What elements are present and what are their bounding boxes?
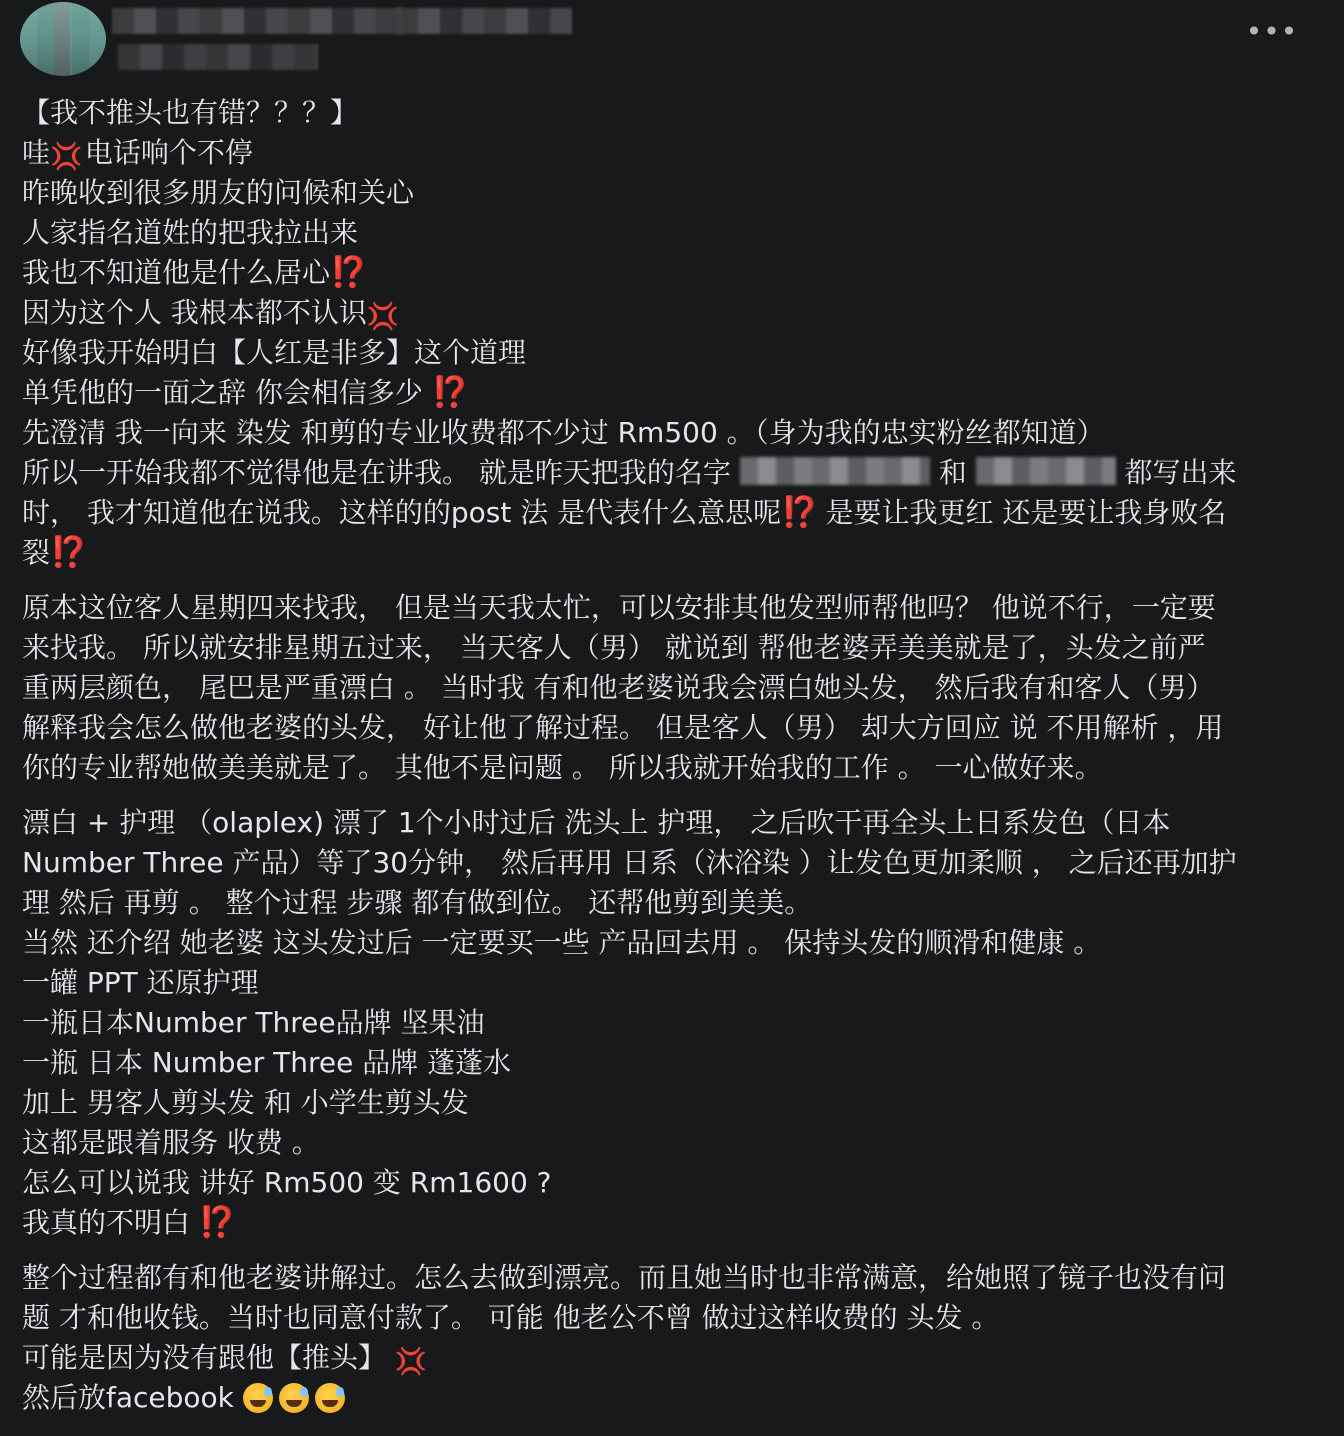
text-segment: 是要让我更红 还是要让我身败名 — [816, 496, 1227, 529]
post-header — [0, 0, 1344, 80]
text-segment: 所以一开始我都不觉得他是在讲我。 就是昨天把我的名字 — [22, 456, 740, 489]
interrobang-emoji-icon: ⁉️ — [330, 255, 366, 290]
text-segment: 因为这个人 我根本都不认识 — [22, 296, 367, 329]
text-segment: 都写出来 — [1115, 456, 1237, 489]
text-segment: 先澄清 我一向来 染发 和剪的专业收费都不少过 Rm500 。（身为我的忠实粉丝都知道） — [22, 416, 1105, 449]
text-line — [22, 1203, 1322, 1243]
text-line — [22, 93, 1322, 133]
text-segment: 和 — [929, 456, 976, 489]
blurred-name — [740, 457, 930, 485]
text-line: 题 才和他收钱。当时也同意付款了。 可能 他老公不曾 做过这样收费的 头发 。 — [22, 1301, 1000, 1334]
interrobang-emoji-icon: ⁉️ — [198, 1205, 235, 1240]
post-meta-blurred — [118, 44, 318, 70]
text-segment: 然后放facebook — [22, 1381, 243, 1414]
interrobang-emoji-icon: ⁉️ — [781, 495, 817, 530]
text-line: 整个过程都有和他老婆讲解过。怎么去做到漂亮。而且她当时也非常满意，给她照了镜子也没有问 — [22, 1261, 1227, 1294]
text-line — [22, 1338, 1322, 1378]
text-line — [22, 493, 1322, 533]
text-line — [22, 333, 1322, 373]
interrobang-emoji-icon: ⁉️ — [50, 535, 86, 570]
text-line: 重两层颜色， 尾巴是严重漂白 。 当时我 有和他老婆说我会漂白她头发， 然后我有和客人（男） — [22, 671, 1215, 704]
text-line — [22, 373, 1322, 413]
text-line — [22, 413, 1322, 453]
text-line: Number Three 产品）等了30分钟， 然后再用 日系（沐浴染 ）让发色更加柔顺 ， 之后还再加护 — [22, 846, 1237, 879]
text-line — [22, 533, 1322, 573]
text-line: 理 然后 再剪 。 整个过程 步骤 都有做到位。 还帮他剪到美美。 — [22, 886, 813, 919]
text-segment: 电话响个不停 — [76, 136, 253, 169]
text-segment: 时， 我才知道他在说我。这样的的post 法 是代表什么意思呢 — [22, 496, 782, 529]
avatar[interactable] — [20, 2, 106, 76]
interrobang-emoji-icon: ⁉️ — [431, 375, 468, 410]
text-segment: 我真的不明白 — [22, 1206, 199, 1239]
paragraph-2 — [22, 588, 1322, 788]
text-segment: 单凭他的一面之辞 你会相信多少 — [22, 376, 432, 409]
more-options-button[interactable] — [1245, 14, 1299, 50]
text-line — [22, 453, 1322, 493]
text-line: 加上 男客人剪头发 和 小学生剪头发 — [22, 1086, 469, 1119]
text-segment: 昨晚收到很多朋友的问候和关心 — [22, 176, 415, 209]
author-name-blurred-2[interactable] — [396, 8, 572, 34]
grinning-sweat-emoji-icon — [315, 1383, 345, 1413]
anger-vein-emoji-icon: 💢 — [394, 1347, 428, 1377]
text-line — [22, 253, 1322, 293]
text-line — [22, 173, 1322, 213]
text-segment: 我也不知道他是什么居心 — [22, 256, 331, 289]
text-segment: 好像我开始明白【人红是非多】这个道理 — [22, 336, 527, 369]
text-segment: 哇 — [22, 136, 51, 169]
more-horizontal-icon: ••• — [1245, 15, 1299, 48]
text-segment: 可能是因为没有跟他【推头】 — [22, 1341, 395, 1374]
grinning-sweat-emoji-icon — [243, 1383, 273, 1413]
paragraph-1 — [22, 93, 1322, 573]
paragraph-3 — [22, 803, 1322, 1243]
text-line: 当然 还介绍 她老婆 这头发过后 一定要买一些 产品回去用 。 保持头发的顺滑和健康 。 — [22, 926, 1102, 959]
text-line: 一瓶 日本 Number Three 品牌 蓬蓬水 — [22, 1046, 512, 1079]
text-segment: 人家指名道姓的把我拉出来 — [22, 216, 359, 249]
text-line: 解释我会怎么做他老婆的头发， 好让他了解过程。 但是客人（男） 却大方回应 说 不用解析 ，用 — [22, 711, 1224, 744]
anger-vein-emoji-icon: 💢 — [50, 142, 83, 172]
text-line — [22, 1378, 1322, 1418]
text-line: 来找我。 所以就安排星期五过来， 当天客人（男） 就说到 帮他老婆弄美美就是了，头发之前严 — [22, 631, 1206, 664]
text-line — [22, 293, 1322, 333]
text-line: 一罐 PPT 还原护理 — [22, 966, 259, 999]
blurred-name — [976, 457, 1116, 485]
text-line: 原本这位客人星期四来找我， 但是当天我太忙，可以安排其他发型师帮他吗？ 他说不行，一定要 — [22, 591, 1216, 624]
text-line: 你的专业帮她做美美就是了。 其他不是问题 。 所以我就开始我的工作 。 一心做好来。 — [22, 751, 1103, 784]
text-line: 这都是跟着服务 收费 。 — [22, 1126, 320, 1159]
text-line: 一瓶日本Number Three品牌 坚果油 — [22, 1006, 485, 1039]
post-text — [22, 93, 1322, 1433]
text-line — [22, 213, 1322, 253]
text-line: 漂白 + 护理 （olaplex) 漂了 1个小时过后 洗头上 护理， 之后吹干再全头上日系发色（日本 — [22, 806, 1171, 839]
grinning-sweat-emoji-icon — [279, 1383, 309, 1413]
text-segment: 【我不推头也有错？？？】 — [22, 96, 359, 129]
text-line: 怎么可以说我 讲好 Rm500 变 Rm1600 ? — [22, 1166, 552, 1199]
paragraph-4 — [22, 1258, 1322, 1418]
anger-vein-emoji-icon: 💢 — [366, 302, 400, 332]
author-name-blurred[interactable] — [112, 8, 402, 34]
text-segment: 裂 — [22, 536, 51, 569]
text-line — [22, 133, 1322, 173]
